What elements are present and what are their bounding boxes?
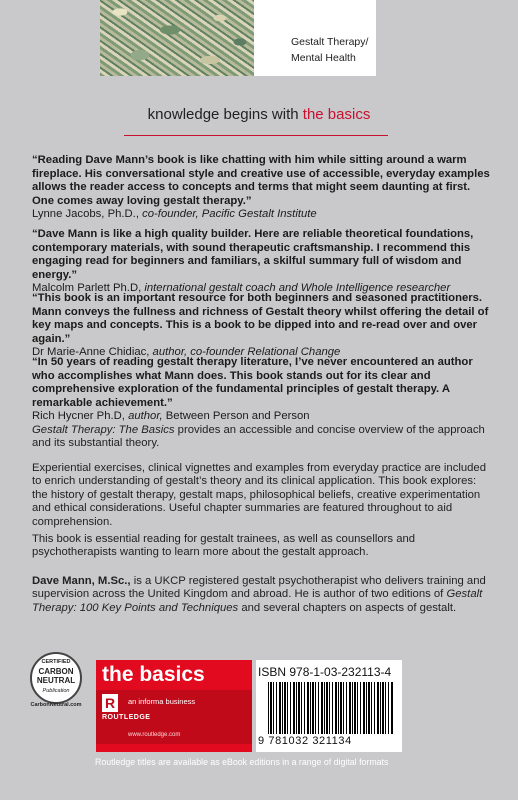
quote-text: “Dave Mann is like a high quality builder. Here are reliable theoretical foundations, contemporary materials, with sound therapeutic craftsmanship. I recommend this engaging read for beginners and familiars, a skilful summary full of wisdom and energy.” [32, 228, 474, 281]
barcode-icon [268, 682, 394, 734]
subject-line-1: Gestalt Therapy/ [291, 36, 369, 48]
book-title: Gestalt Therapy: The Basics [32, 424, 175, 436]
ebook-note: Routledge titles are available as eBook editions in a range of digital formats [95, 757, 389, 767]
reviewer-name: Malcolm Parlett Ph.D, [32, 282, 145, 295]
isbn-barcode [256, 660, 402, 752]
tagline-prefix: knowledge begins with [147, 106, 303, 123]
other-book-title: Gestalt Therapy: 100 Key Points and Techniques [32, 588, 483, 614]
routledge-logo-icon: R [102, 694, 118, 712]
isbn-label: ISBN 978-1-03-232113-4 [258, 665, 392, 679]
barcode-digits: 9 781032 321134 [258, 735, 352, 747]
publisher-name: ROUTLEDGE [102, 714, 151, 721]
series-title: the basics [102, 663, 205, 686]
reviewer-name: Dr Marie-Anne Chidiac, [32, 346, 153, 359]
review-quote-4 [32, 356, 490, 424]
author-name: Dave Mann, M.Sc., [32, 575, 131, 587]
marbled-paper-image [100, 0, 254, 76]
reviewer-role: international gestalt coach and Whole Intelligence researcher [144, 282, 451, 295]
quote-text: “In 50 years of reading gestalt therapy literature, I’ve never encountered an author who accomplishes what Mann does. This book stands out for its clear and comprehensive exploration of the fundamental principles of gestalt therapy. A remarkable achievement.” [32, 356, 473, 409]
author-bio: Dave Mann, M.Sc., is a UKCP registered gestalt psychotherapist who delivers training and supervision across the United Kingdom and abroad. He is author of two editions of Gestalt Therapy: 100 Key Points and Techniques and several chapters on aspects of gestalt. [32, 575, 486, 614]
subject-label [254, 0, 376, 76]
reviewer-role: co-founder, Pacific Gestalt Institute [142, 208, 317, 221]
reviewer-work: Between Person and Person [162, 410, 310, 423]
review-quote-3 [32, 292, 490, 360]
quote-text: “This book is an important resource for both beginners and seasoned practitioners. Mann conveys the fullness and richness of Gestalt theory whilst offering the detail of key maps and concepts. This is a book to be dipped into and re-read over and over again.” [32, 292, 489, 345]
quote-attribution [32, 410, 490, 424]
tagline-accent: the basics [302, 106, 371, 123]
carbon-neutral-seal: CERTIFIED CARBON NEUTRAL Publication CarbonNeutral.com [28, 650, 84, 710]
subject-line-2: Mental Health [291, 52, 356, 64]
description-paragraph-2: Experiential exercises, clinical vignettes and examples from everyday practice are included to enrich understanding of gestalt’s theory and its clinical application. This book explores: the history of gestalt therapy, gestalt maps, philosophical beliefs, creative experimentation and ethical considerations. Useful chapter summaries are featured throughout to aid comprehension. [32, 462, 486, 528]
publisher-band [96, 690, 252, 744]
reviewer-role: author, co-founder Relational Change [152, 346, 341, 359]
quote-attribution [32, 208, 490, 222]
description-paragraph-3: This book is essential reading for gestalt trainees, as well as counsellors and psychotherapists wanting to learn more about the gestalt approach. [32, 533, 416, 559]
review-quote-2 [32, 228, 490, 296]
reviewer-name: Lynne Jacobs, Ph.D., [32, 208, 143, 221]
series-badge [96, 660, 252, 752]
publisher-tagline: an informa business [128, 697, 196, 706]
reviewer-role: author, [128, 410, 163, 423]
reviewer-name: Rich Hycner Ph.D, [32, 410, 129, 423]
quote-text: “Reading Dave Mann’s book is like chatting with him while sitting around a warm fireplace. His conversational style and creative use of accessible, everyday examples allows the reader access to concepts and terms that might seem daunting at first. One comes away loving gestalt therapy.” [32, 154, 490, 207]
tagline [0, 106, 518, 123]
review-quote-1 [32, 154, 490, 222]
description-paragraph-1: Gestalt Therapy: The Basics provides an accessible and concise overview of the approach and its substantial theory. [32, 424, 485, 450]
tagline-rule [124, 135, 388, 136]
publisher-url: www.routledge.com [128, 732, 181, 738]
